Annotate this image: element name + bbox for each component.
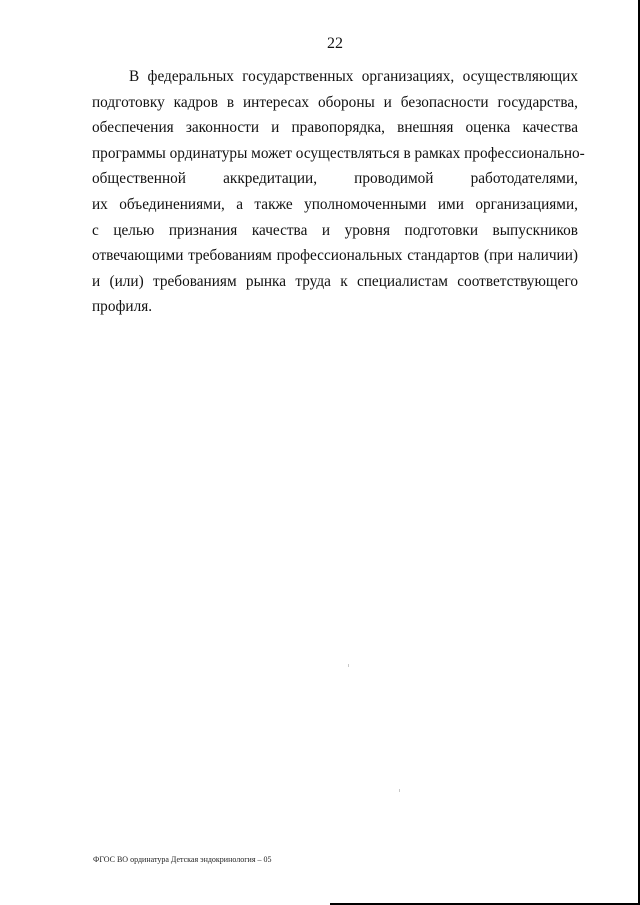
- paragraph-line: отвечающими требованиям профессиональных стандартов (при наличии): [92, 247, 578, 265]
- paragraph-line: с целью признания качества и уровня подготовки выпускников: [92, 221, 578, 239]
- body-paragraph: [92, 64, 585, 320]
- paragraph-line: общественной аккредитации, проводимой работодателями,: [92, 170, 578, 188]
- paragraph-line: обеспечения законности и правопорядка, внешняя оценка качества: [92, 119, 578, 137]
- paragraph-line: профиля.: [92, 298, 153, 316]
- paragraph-line: подготовку кадров в интересах обороны и безопасности государства,: [92, 93, 578, 111]
- paragraph-line: В федеральных государственных организациях, осуществляющих: [129, 68, 578, 85]
- scan-speck: [399, 789, 400, 792]
- paragraph-line: программы ординатуры может осуществляться в рамках профессионально-: [92, 144, 585, 162]
- paragraph-line: и (или) требованиям рынка труда к специалистам соответствующего: [92, 272, 578, 290]
- page-number: 22: [327, 35, 343, 52]
- scan-speck: [348, 664, 349, 667]
- paragraph-line: их объединениями, а также уполномоченными ими организациями,: [92, 195, 578, 213]
- document-footer: ФГОС ВО ординатура Детская эндокринология – 05: [93, 855, 272, 864]
